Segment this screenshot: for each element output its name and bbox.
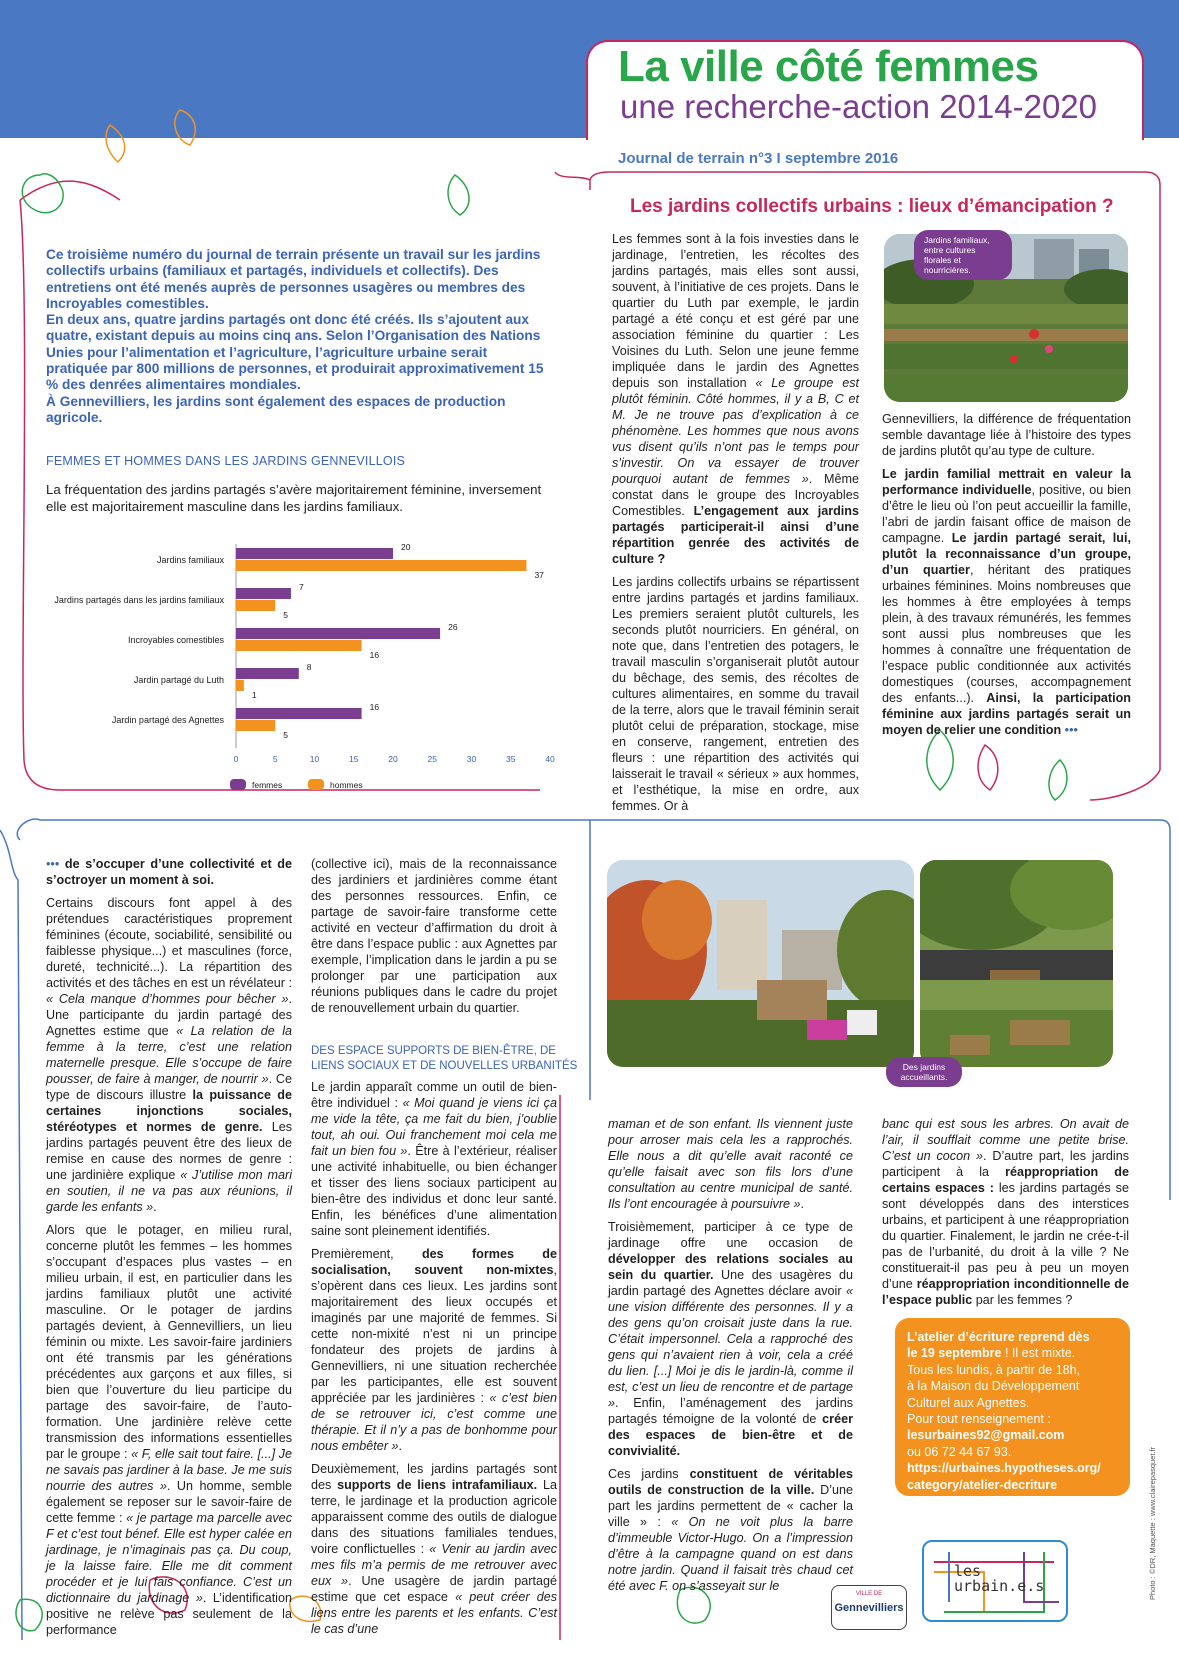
intro-text	[46, 247, 546, 426]
x-tick-label: 0	[233, 754, 239, 764]
x-tick-label: 5	[272, 754, 278, 764]
box-line: L’atelier d’écriture reprend dès	[907, 1330, 1090, 1344]
page-subtitle: une recherche-action 2014-2020	[620, 88, 1098, 125]
article-column-6: banc qui est sous les arbres. On avait de l’air, il soufflait comme une petite brise. C’est un cocon ». D’autre part, les jardins participent à la réappropriation de certains espaces : les jardins partagés se sont développés dans des interstices urbains, et participent à une réappropriation du quartier. Finalement, le jardin ne crée-t-il pas de l’urbanité, du droit à la ville ? Ne constituerait-il pas peu à peu un moyen d’une réappropriation inconditionnelle de l’espace public par les femmes ?	[882, 1117, 1129, 1307]
gennevilliers-logo	[831, 1585, 907, 1630]
legend-label: femmes	[252, 780, 283, 790]
category-label: Jardins familiaux	[156, 555, 224, 565]
data-label: 8	[306, 662, 312, 672]
bar-hommes	[236, 720, 275, 731]
bar-hommes	[236, 680, 244, 691]
data-label: 1	[251, 690, 257, 700]
bar-femmes	[236, 708, 362, 719]
logo-text: urbain.e.s	[954, 1577, 1045, 1595]
journal-issue: Journal de terrain n°3 I septembre 2016	[618, 150, 899, 167]
photo-caption: Jardins familiaux, entre cultures florales et nourricières.	[914, 230, 1012, 280]
box-line: Tous les lundis, à partir de 18h,	[907, 1362, 1081, 1377]
les-urbaines-logo	[922, 1540, 1068, 1622]
workshop-link[interactable]: https://urbaines.hypotheses.org/	[907, 1461, 1101, 1476]
article-column-3: ••• de s’occuper d’une collectivité et de s’octroyer un moment à soi. Certains discours font appel à des prétendues caractéristiques proprement féminines (écoute, sociabilité, sensibilité ou faiblesse physique...) et masculines (force, dureté, technicité...). La répartition des activités et des tâches en est un révélateur : « Cela manque d’hommes pour bêcher ». Une participante du jardin partagé des Agnettes estime que « La relation de la femme à la terre, c’est une relation maternelle presque. Elle s’occupe de faire pousser, de faire à manger, de nourrir ». Ce type de discours illustre la puissance de certaines injonctions sociales, stéréotypes et normes de genre. Les jardins partagés peuvent être des lieux de remise en cause des normes de genre : une jardinière explique « J’utilise mon mari en soutien, il ne va pas aux réunions, il garde les enfants ». Alors que le potager, en milieu rural, concerne plutôt les femmes – les hommes s’occupant d’espaces plus vastes – en milieu urbain, il est, en particulier dans les jardins familiaux plutôt une activité masculine. Or le potager de jardins partagés devient, à Gennevilliers, un lieu féminin ou mixte. Les savoir-faire jardiniers ont été transmis par les générations précédentes aux garçons et aux filles, si bien que l’ouverture du lieu participe du partage des savoir-faire, de l’auto-formation. Une jardinière relève cette transmission des informations essentielles par le groupe : « F, elle sait tout faire. [...] Je ne savais pas jardiner à la base. Je me suis nourrie des autres ». Un homme, semble également se reposer sur le savoir-faire de cette femme : « je partage ma parcelle avec F et c’est tout bénef. Elle est hyper calée en jardinage, je n’imaginais pas ça. Du coup, je la laisse faire. Elle me dit comment procéder et je lui fais confiance. C’est un dictionnaire du jardinage ». L’identification positive ne relève pas seulement de la performance	[46, 857, 293, 1637]
x-tick-label: 20	[388, 754, 398, 764]
logo-text: VILLE DE	[855, 1591, 883, 1597]
intro-paragraph: En deux ans, quatre jardins partagés ont donc été créés. Ils s’ajoutent aux quatre, existant depuis au moins cinq ans. Selon l’Organisation des Nations Unies pour l’alimentation et l’agriculture, l’agriculture urbaine serait pratiquée par 800 millions de personnes, et produirait approximativement 15 % des denrées alimentaires mondiales.	[46, 312, 544, 393]
contact-email[interactable]: lesurbaines92@gmail.com	[907, 1428, 1065, 1443]
bar-femmes	[236, 548, 393, 559]
data-label: 5	[283, 730, 288, 740]
data-label: 20	[401, 542, 411, 552]
data-label: 16	[369, 702, 380, 712]
box-line: ! Il est mixte.	[1001, 1346, 1076, 1361]
bar-femmes	[236, 628, 440, 639]
data-label: 7	[298, 582, 304, 592]
legend-swatch	[230, 779, 246, 790]
data-label: 26	[448, 622, 458, 632]
category-label: Jardins partagés dans les jardins familiaux	[54, 595, 224, 605]
data-label: 37	[534, 570, 544, 580]
article-column-4: (collective ici), mais de la reconnaissance des jardiniers et jardinières comme étant des personnes ressources. Enfin, ce partage de savoir-faire transforme cette activité en vecteur d’affirmation du droit à être dans l’espace public : aux Agnettes par exemple, l’implication dans le jardin a pu se prolonger par une participation aux réunions publiques dans le cadre du projet de renouvellement urbain du quartier. Le jardin apparaît comme un outil de bien-être individuel : « Moi quand je viens ici ça me vide la tête, ça me fait du bien, j’oublie tout, ah oui. Oui franchement moi cela me fait un bien fou ». Être à l’extérieur, réaliser une activité inhabituelle, ou bien échanger et tisser des liens sociaux participent au bien-être des individus et donc leur santé. Enfin, les bénéfices d’une alimentation saine sont pleinement identifiés. Premièrement, des formes de socialisation, souvent non-mixtes, s’opèrent dans ces lieux. Les jardins sont majoritairement des lieux occupés et imaginés par une majorité de femmes. Si cette non-mixité n’est ni un principe fondateur des projets de jardins à Gennevilliers, ni une situation recherchée par les participantes, elle est souvent appréciée par les jardinières : « c’est bien de se retrouver ici, c’est comme une thérapie. Et il n’y a pas de bonhomme pour nous embêter ». Deuxièmement, les jardins partagés sont des supports de liens intrafamiliaux. La terre, le jardinage et la production agricole apparaissent comme des outils de dialogue dans des situations familiales tendues, voire conflictuelles : « Venir au jardin avec mes fils m’a permis de me retrouver avec eux ». Une usagère de jardin partagé estime que cet espace « peut créer des liens entre les parents et les enfants. C’est le cas d’une	[311, 857, 558, 1636]
bar-chart	[30, 534, 560, 794]
photo-caption: Des jardins accueillants.	[886, 1057, 962, 1087]
x-tick-label: 25	[427, 754, 437, 764]
logo-text: Gennevilliers	[834, 1602, 904, 1614]
box-line: Culturel aux Agnettes.	[907, 1395, 1030, 1410]
article-column-5: maman et de son enfant. Ils viennent juste pour arroser mais cela les a rapprochés. Elle nous a dit qu’elle avait raconté ce qu’elle faisait avec son fils lors d’une consultation au centre municipal de santé. Ils l’ont encouragée à poursuivre ». Troisièmement, participer à ce type de jardinage offre une occasion de développer des relations sociales au sein du quartier. Une des usagères du jardin partagé des Agnettes déclare avoir « une vision différente des personnes. Il y a des gens qu’on croisait juste dans la rue. C’était impersonnel. Cela a rapproché des gens qui n’avaient rien à voir, cela a créé du lien. [...] Moi je dis le jardin-là, comme il est, c’est un lieu de rencontre et de partage ». Enfin, l’aménagement des jardins partagés témoigne de la volonté de créer des espaces de bien-être et de convivialité. Ces jardins constituent de véritables outils de construction de la ville. D’une part les jardins permettent de « cacher la ville » : « On ne voit plus la barre d’immeuble Victor-Hugo. On a l’impression d’être à la campagne quand on est dans notre jardin. Quand il faisait très chaud cet été avec F. on s’asseyait sur le	[608, 1117, 854, 1593]
legend-swatch	[308, 779, 324, 790]
page-title: La ville côté femmes	[618, 42, 1039, 91]
category-label: Jardin partagé des Agnettes	[111, 715, 224, 725]
chart-section-title: FEMMES ET HOMMES DANS LES JARDINS GENNEVILLOIS	[46, 454, 406, 468]
article-column-1: Les femmes sont à la fois investies dans le jardinage, l’entretien, les récoltes des jardins partagés, mais elles sont aussi, souvent, à l’initiative de ces projets. Dans le quartier du Luth par exemple, le jardin partagé a été conçu et est géré par une association féminine du quartier : Les Voisines du Luth. Selon une jeune femme impliquée dans le jardin des Agnettes depuis son installation « Le groupe est plutôt féminin. Côté hommes, il y a B, C et M. Je ne trouve pas d’explication à ce phénomène. Les hommes que nous avons vus disent qu’ils n’ont pas le temps pour s’investir. On va essayer de trouver pourquoi autant de femmes ». Même constat dans le groupe des Incroyables Comestibles. L’engagement aux jardins partagés participerait-il ainsi d’une répartition genrée des activités de culture ? Les jardins collectifs urbains se répartissent entre jardins partagés et jardins familiaux. Les premiers seraient plutôt culturels, les seconds plutôt nourriciers. En général, on note que, dans l’entretien des potagers, le travail masculin s’organiserait plutôt autour du bêchage, des semis, des récoltes de cultures alimentaires, en somme du travail de la terre, alors que le travail féminin serait plutôt celui de préparation, stockage, mise en conserve, rangement, entretien des fleurs : une répartition des activités qui laisserait le travail « sérieux » aux hommes, et l’esthétique, la mise en ordre, aux femmes. Or à	[612, 232, 859, 813]
bar-femmes	[236, 668, 299, 679]
category-label: Incroyables comestibles	[127, 635, 224, 645]
photo-credit: Photo : ©DR, Maquette : www.clairepasquet.fr	[1148, 1446, 1157, 1600]
contact-phone: ou 06 72 44 67 93.	[907, 1444, 1012, 1459]
intro-paragraph: À Gennevilliers, les jardins sont également des espaces de production agricole.	[46, 393, 506, 425]
box-line: à la Maison du Développement	[907, 1379, 1080, 1394]
photo-shared-garden	[607, 860, 914, 1067]
data-label: 5	[283, 610, 288, 620]
x-tick-label: 10	[309, 754, 320, 764]
workshop-link[interactable]: category/atelier-decriture	[907, 1477, 1058, 1492]
bar-hommes	[236, 560, 526, 571]
bar-hommes	[236, 600, 275, 611]
x-tick-label: 35	[506, 754, 516, 764]
box-line: Pour tout renseignement :	[907, 1412, 1051, 1427]
section-subheading: DES ESPACE SUPPORTS DE BIEN-ÊTRE, DE LIENS SOCIAUX ET DE NOUVELLES URBANITÉS	[311, 1045, 578, 1072]
article-column-2: Gennevilliers, la différence de fréquentation semble davantage liée à l’histoire des types de jardins plutôt qu’au type de culture. Le jardin familial mettrait en valeur la performance individuelle, positive, ou bien d’être le lieu où l’on peut accueillir la famille, l’abri de jardin faisant office de maison de campagne. Le jardin partagé serait, lui, plutôt la reconnaissance d’un groupe, d’un quartier, héritant des pratiques urbaines féminines. Moins nombreuses que les hommes à être employées à temps plein, à des travaux rémunérés, les femmes sont aussi plus nombreuses que les hommes à connaître une fréquentation de l’espace public conditionnée aux activités domestiques (courses, accompagnement des enfants...). Ainsi, la participation féminine aux jardins partagés serait un moyen de relier une condition •••	[882, 412, 1131, 737]
x-tick-label: 30	[466, 754, 477, 764]
x-tick-label: 40	[545, 754, 555, 764]
box-date: le 19 septembre	[907, 1346, 1002, 1361]
writing-workshop-box	[895, 1318, 1130, 1496]
logo-text: les	[954, 1562, 982, 1580]
bar-femmes	[236, 588, 291, 599]
x-tick-label: 15	[349, 754, 359, 764]
legend-label: hommes	[330, 780, 363, 790]
intro-paragraph: Ce troisième numéro du journal de terrain présente un travail sur les jardins collectifs urbains (familiaux et partagés, individuels et collectifs). Des entretiens ont été menés auprès de personnes usagères ou membres des Incroyables comestibles.	[46, 247, 541, 311]
data-label: 16	[369, 650, 380, 660]
photo-garden-beds	[920, 860, 1113, 1067]
bar-hommes	[236, 640, 362, 651]
category-label: Jardin partagé du Luth	[133, 675, 224, 685]
chart-section-intro: La fréquentation des jardins partagés s’avère majoritairement féminine, inversement elle est majoritairement masculine dans les jardins familiaux.	[46, 482, 542, 514]
article-title: Les jardins collectifs urbains : lieux d’émancipation ?	[630, 196, 1114, 217]
